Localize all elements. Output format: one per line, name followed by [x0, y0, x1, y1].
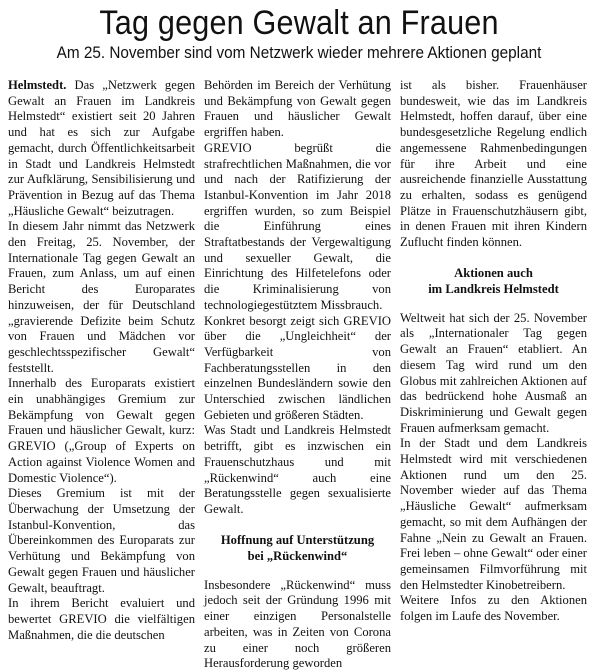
paragraph: Was Stadt und Landkreis Helmstedt betrifft, gibt es inzwischen ein Frauenschutzhaus und mit „Rückenwind“ auch eine Beratungsstelle gegen sexualisierte Gewalt. [204, 423, 391, 516]
spacer [400, 297, 587, 311]
paragraph: Innerhalb des Europarats existiert ein unabhängiges Gremium zur Bekämpfung von Gewalt gegen Frauen und häuslicher Gewalt, kurz: GREVIO („Group of Experts on Action against Violence Women and Domestic Violence“). [8, 376, 195, 485]
paragraph [8, 78, 195, 219]
spacer [204, 564, 391, 578]
paragraph: Behörden im Bereich der Verhütung und Bekämpfung von Gewalt gegen Frauen und häuslicher Gewalt ergriffen haben. [204, 78, 391, 140]
paragraph: In der Stadt und dem Landkreis Helmstedt wird mit verschiedenen Aktionen rund um den 25. November wieder auf das Thema „Häusliche Gewalt“ aufmerksam gemacht, so mit dem Aufhängen der Fahne „Nein zu Gewalt an Frauen. Frei leben – ohne Gewalt“ oder einer gemeinsamen Filmvorführung mit den Helmstedter Kinobetreibern. [400, 436, 587, 592]
subheadline: Am 25. November sind vom Netzwerk wieder mehrere Aktionen geplant [56, 43, 542, 62]
paragraph: In ihrem Bericht evaluiert und bewertet GREVIO die vielfältigen Maßnahmen, die die deutschen [8, 596, 195, 642]
paragraph: GREVIO begrüßt die strafrechtlichen Maßnahmen, die vor und nach der Ratifizierung der Istanbul-Konvention im Jahr 2018 ergriffen wurden, so zum Beispiel die Einführung eines Straftatbestands der Vergewaltigung und sexueller Gewalt, die Einrichtung des Hilfetelefons oder die Kriminalisierung von technologiegestütztem Missbrauch. [204, 140, 391, 312]
headline: Tag gegen Gewalt an Frauen [99, 4, 499, 42]
section-subhead [204, 532, 391, 564]
paragraph: ist als bisher. Frauenhäuser bundesweit, wie das im Landkreis Helmstedt, hoffen darauf, über eine bundesgesetzliche Regelung endlich angemessene Rahmenbedingungen für ihre Arbeit und eine ausreichende finanzielle Ausstattung zu erhalten, sodass es genügend Plätze in Frauenschutzhäusern gibt, in denen Frauen mit ihren Kindern Zuflucht finden können. [400, 78, 587, 250]
subhead-line: bei „Rückenwind“ [247, 548, 348, 563]
spacer [204, 518, 391, 532]
paragraph: Weltweit hat sich der 25. November als „Internationaler Tag gegen Gewalt an Frauen“ etabliert. An diesem Tag wird rund um den Globus mit zahlreichen Aktionen auf das bedrückend hohe Ausmaß an Diskriminierung und Gewalt gegen Frauen aufmerksam gemacht. [400, 310, 587, 435]
column-3 [400, 78, 587, 672]
article-columns [8, 78, 590, 672]
subhead-line: Hoffnung auf Unterstützung [220, 532, 375, 547]
column-2 [204, 78, 391, 672]
subhead-line: Aktionen auch [454, 265, 533, 280]
paragraph: Weitere Infos zu den Aktionen folgen im Laufe des November. [400, 593, 587, 624]
subhead-line: im Landkreis Helmstedt [428, 281, 559, 296]
column-1 [8, 78, 195, 672]
spacer [400, 251, 587, 265]
paragraph: Insbesondere „Rückenwind“ muss jedoch seit der Gründung 1996 mit einer einzigen Personalstelle arbeiten, was in Zeiten von Corona zu einer noch größeren Herausforderung geworden [204, 577, 391, 671]
paragraph: In diesem Jahr nimmt das Netzwerk den Freitag, 25. November, der Internationale Tag gegen Gewalt an Frauen, zum Anlass, um auf einen Bericht des Europarates hinzuweisen, der für Deutschland „gravierende Defizite beim Schutz von Frauen und Mädchen vor geschlechtsspezifischer Gewalt“ feststellt. [8, 219, 195, 375]
paragraph: Dieses Gremium ist mit der Überwachung der Umsetzung der Istanbul-Konvention, das Übereinkommen des Europarats zur Verhütung und Bekämpfung von Gewalt gegen Frauen und häuslicher Gewalt, beauftragt. [8, 486, 195, 595]
section-subhead [400, 265, 587, 297]
paragraph: Konkret besorgt zeigt sich GREVIO über die „Ungleichheit“ der Verfügbarkeit von Fachberatungsstellen in den einzelnen Bundesländern sowie den Unterschied zwischen ländlichen Gebieten und größeren Städten. [204, 313, 391, 422]
paragraph-text: Das „Netzwerk gegen Gewalt an Frauen im Landkreis Helmstedt“ existiert seit 20 Jahren und hat es sich zur Aufgabe gemacht, durch Öffentlichkeitsarbeit in Stadt und Landkreis Helmstedt zur Aufklärung, Sensibilisierung und Prävention in Bezug auf das Thema „Häusliche Gewalt“ beizutragen. [8, 78, 195, 218]
dateline: Helmstedt. [8, 78, 67, 92]
